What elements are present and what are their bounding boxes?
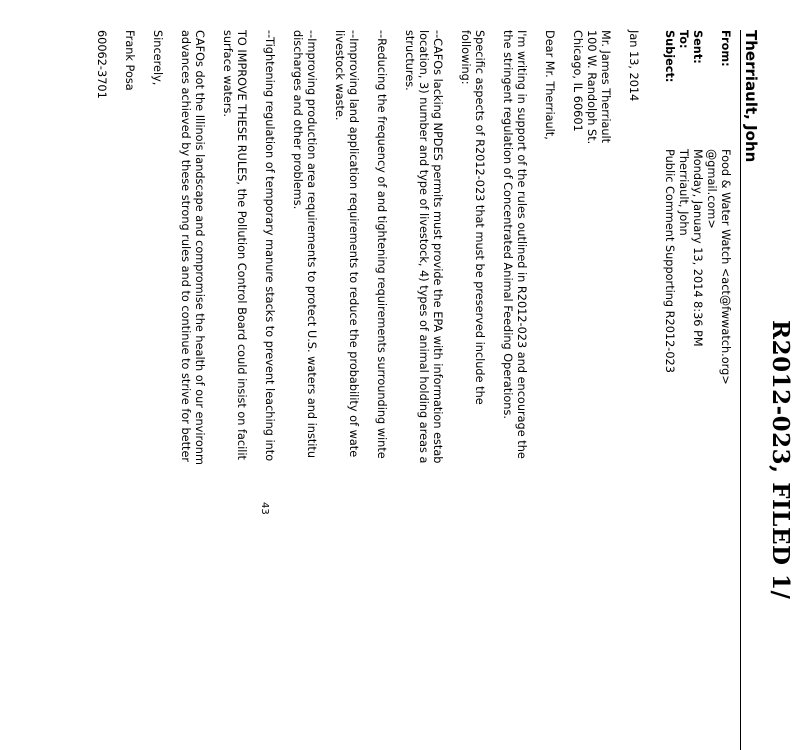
bullet-3-line-2: livestock waste. (333, 30, 346, 121)
salutation: Dear Mr. Therriault, (543, 30, 556, 140)
bullet-1-line-2: location, 3) number and type of livestock, 4) types of animal holding areas a (417, 30, 430, 464)
bullet-4-line-2: discharges and other problems. (291, 30, 304, 210)
aspects-line-2: following: (459, 30, 472, 85)
bullet-1-line-3: structures. (403, 30, 416, 91)
aspects-line-1: Specific aspects of R2012-023 that must be preserved include the (473, 30, 486, 405)
address-line-2: 100 W. Randolph St. (585, 30, 598, 145)
closing-1-line-1: TO IMPROVE THESE RULES, the Pollution Control Board could insist on facilit (235, 30, 248, 460)
sent-value: Monday, January 13, 2014 8:36 PM (691, 149, 704, 347)
signoff: Sincerely, (151, 30, 164, 86)
closing-1-line-2: surface waters. (221, 30, 234, 118)
from-value: Food & Water Watch <act@fwwatch.org> (719, 149, 732, 385)
subject-label: Subject: (663, 30, 676, 83)
from-value-2: @gmail.com> (705, 149, 718, 229)
signer-zip: 60062-3701 (95, 30, 108, 99)
bullet-3-line-1: --Improving land application requirements to reduce the probability of wate (347, 30, 360, 458)
subject-value: Public Comment Supporting R2012-023 (663, 149, 676, 373)
to-value: Therriault, John (677, 149, 690, 236)
bullet-5: --Tightening regulation of temporary manure stacks to prevent leaching into (263, 30, 276, 462)
address-line-1: Mr. James Therriault (599, 30, 612, 144)
address-line-3: Chicago, IL 60601 (571, 30, 584, 132)
signer-name: Frank Posa (123, 30, 136, 91)
from-label: From: (719, 30, 732, 67)
bullet-4-line-1: --Improving production area requirements to protect U.S. waters and institu (305, 30, 318, 459)
docket-header: R2012-023, FILED 1/ (767, 320, 794, 600)
bullet-2: --Reducing the frequency of and tightening requirements surrounding winte (375, 30, 388, 459)
closing-2-line-1: CAFOs dot the Illinois landscape and compromise the health of our environm (193, 30, 206, 465)
bullet-1-line-1: --CAFOs lacking NPDES permits must provide the EPA with information estab (431, 30, 444, 464)
sender-name-title: Therriault, John (742, 30, 760, 163)
letter-date: Jan 13, 2014 (627, 30, 640, 102)
title-divider (740, 30, 741, 750)
to-label: To: (677, 30, 690, 49)
page-number: 43 (259, 502, 270, 515)
sent-label: Sent: (691, 30, 704, 64)
intro-line-2: the stringent regulation of Concentrated Animal Feeding Operations. (501, 30, 514, 419)
closing-2-line-2: advances achieved by these strong rules and to continue to strive for better (179, 30, 192, 463)
intro-line-1: I'm writing in support of the rules outlined in R2012-023 and encourage the (515, 30, 528, 459)
